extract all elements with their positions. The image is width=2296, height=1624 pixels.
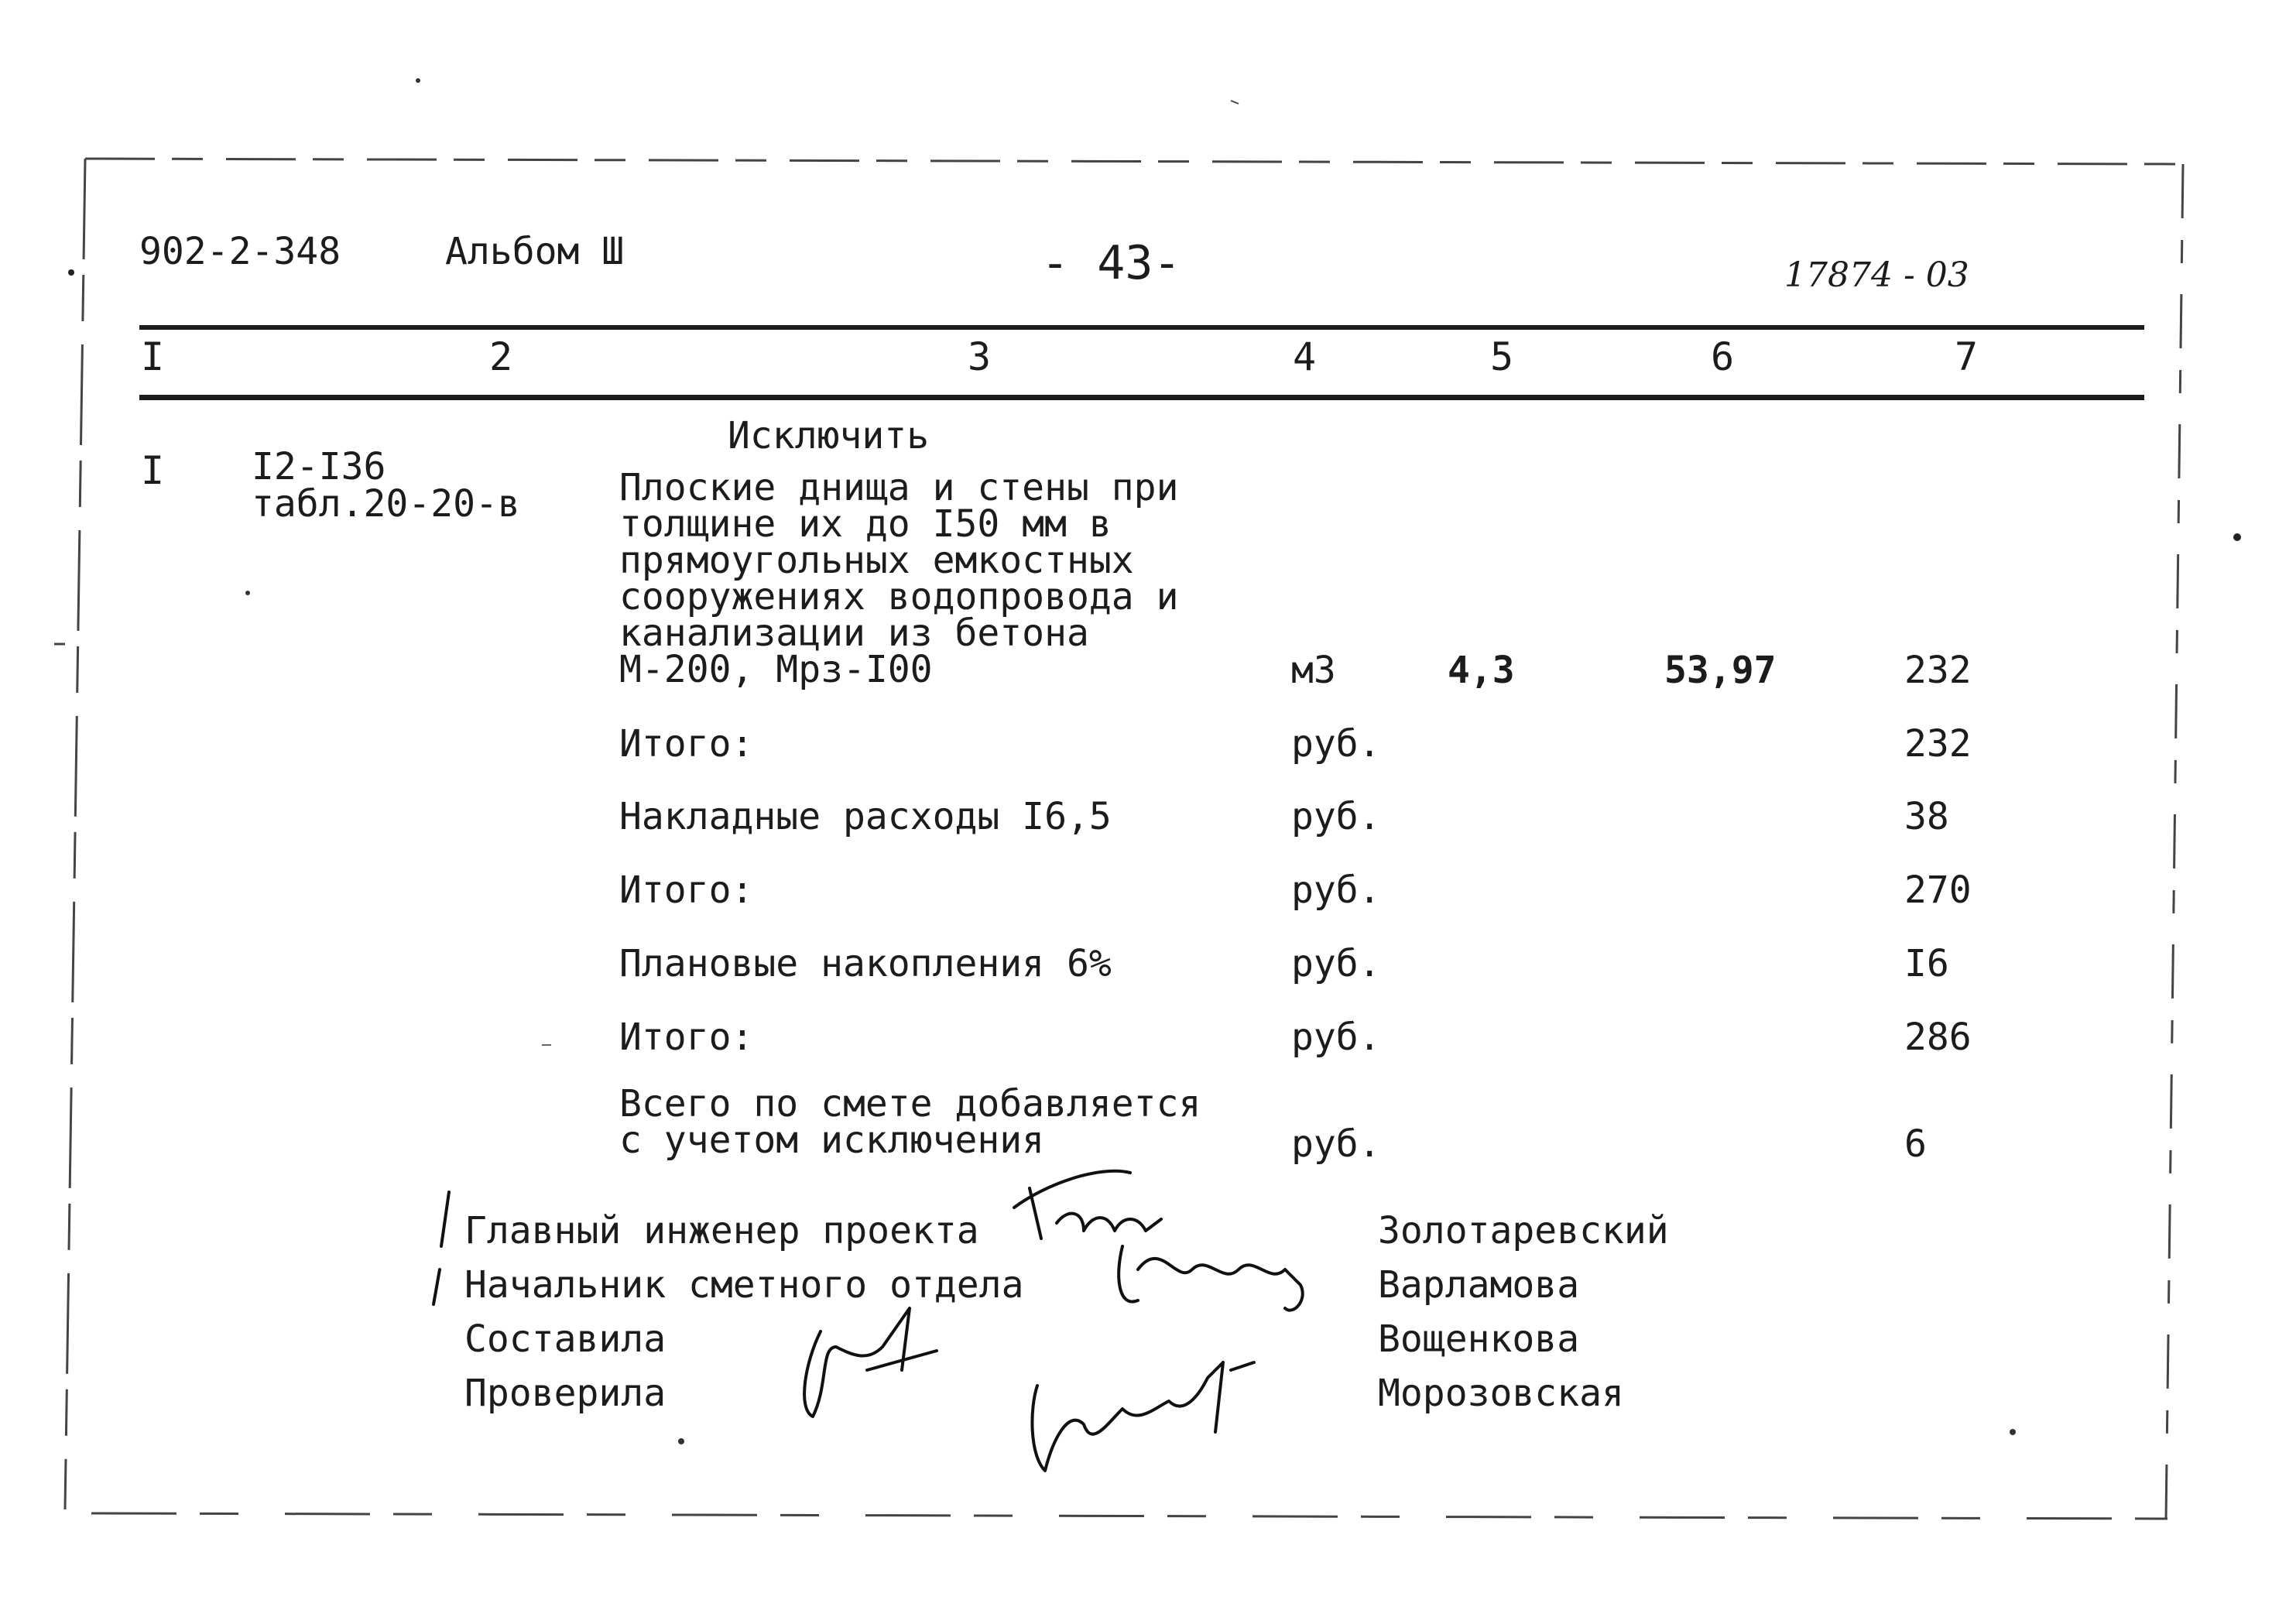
summary-value: 270 xyxy=(1904,869,1972,912)
description-line: М-200, Мрз-I00 xyxy=(619,648,933,691)
margin-tick xyxy=(441,1192,449,1246)
column-header-7: 7 xyxy=(1955,334,1979,379)
column-header-4: 4 xyxy=(1293,334,1317,379)
description-line: сооружениях водопровода и xyxy=(619,575,1179,618)
signature-checker xyxy=(1032,1362,1254,1471)
table-top-rule xyxy=(139,325,2144,330)
summary-label: Плановые накопления 6% xyxy=(619,942,1112,985)
row-reference-table: табл.20-20-в xyxy=(252,482,520,526)
summary-label: Итого: xyxy=(619,1016,754,1059)
column-header-3: 3 xyxy=(968,334,992,379)
row-number: I xyxy=(141,448,165,493)
final-total-line: Всего по смете добавляется xyxy=(619,1082,1201,1125)
signature-role: Начальник сметного отдела xyxy=(464,1263,1024,1307)
column-header-6: 6 xyxy=(1711,334,1735,379)
summary-unit: руб. xyxy=(1291,942,1381,985)
table-header-rule xyxy=(139,395,2144,400)
summary-unit: руб. xyxy=(1291,869,1381,912)
work-description xyxy=(619,466,1179,691)
summary-label: Итого: xyxy=(619,722,754,766)
description-line: канализации из бетона xyxy=(619,612,1089,655)
summary-unit: руб. xyxy=(1291,722,1381,766)
signature-chief-engineer xyxy=(1014,1171,1161,1239)
column-header-2: 2 xyxy=(489,334,513,379)
row-price: 53,97 xyxy=(1664,649,1777,692)
column-header-1: I xyxy=(141,334,165,379)
signature-role: Проверила xyxy=(464,1372,667,1415)
summary-value: 232 xyxy=(1904,722,1972,766)
summary-label: Итого: xyxy=(619,869,754,912)
signature-name: Вощенкова xyxy=(1378,1317,1580,1361)
summary-unit: руб. xyxy=(1291,1016,1381,1059)
description-line: Плоские днища и стены при xyxy=(619,466,1179,509)
handwritten-number: 17874 - 03 xyxy=(1784,255,1969,295)
album-label: Альбом Ш xyxy=(445,230,625,273)
summary-value: I6 xyxy=(1904,942,1949,985)
summary-value: 286 xyxy=(1904,1016,1972,1059)
final-total-label xyxy=(619,1082,1201,1162)
final-total-unit: руб. xyxy=(1291,1122,1381,1166)
signature-name: Морозовская xyxy=(1378,1372,1624,1415)
summary-value: 38 xyxy=(1904,795,1949,838)
row-reference-code: I2-I36 xyxy=(252,445,386,488)
margin-tick xyxy=(433,1269,440,1304)
document-code: 902-2-348 xyxy=(139,230,341,273)
signature-estimate-head xyxy=(1119,1246,1303,1311)
row-unit: м3 xyxy=(1291,649,1336,692)
row-total: 232 xyxy=(1904,649,1972,692)
signature-role: Составила xyxy=(464,1317,667,1361)
summary-unit: руб. xyxy=(1291,795,1381,838)
signature-name: Золотаревский xyxy=(1378,1209,1669,1252)
signature-name: Варламова xyxy=(1378,1263,1580,1307)
excluded-heading: Исключить xyxy=(728,414,930,457)
description-line: толщине их до I50 мм в xyxy=(619,502,1112,546)
page-number: - 43- xyxy=(1041,236,1181,290)
signature-compiler xyxy=(804,1308,937,1417)
row-quantity: 4,3 xyxy=(1448,649,1515,692)
summary-label: Накладные расходы I6,5 xyxy=(619,795,1112,838)
final-total-line: с учетом исключения xyxy=(619,1119,1045,1162)
description-line: прямоугольных емкостных xyxy=(619,539,1134,582)
final-total-value: 6 xyxy=(1904,1122,1927,1166)
signature-role: Главный инженер проекта xyxy=(464,1209,979,1252)
column-header-5: 5 xyxy=(1490,334,1514,379)
